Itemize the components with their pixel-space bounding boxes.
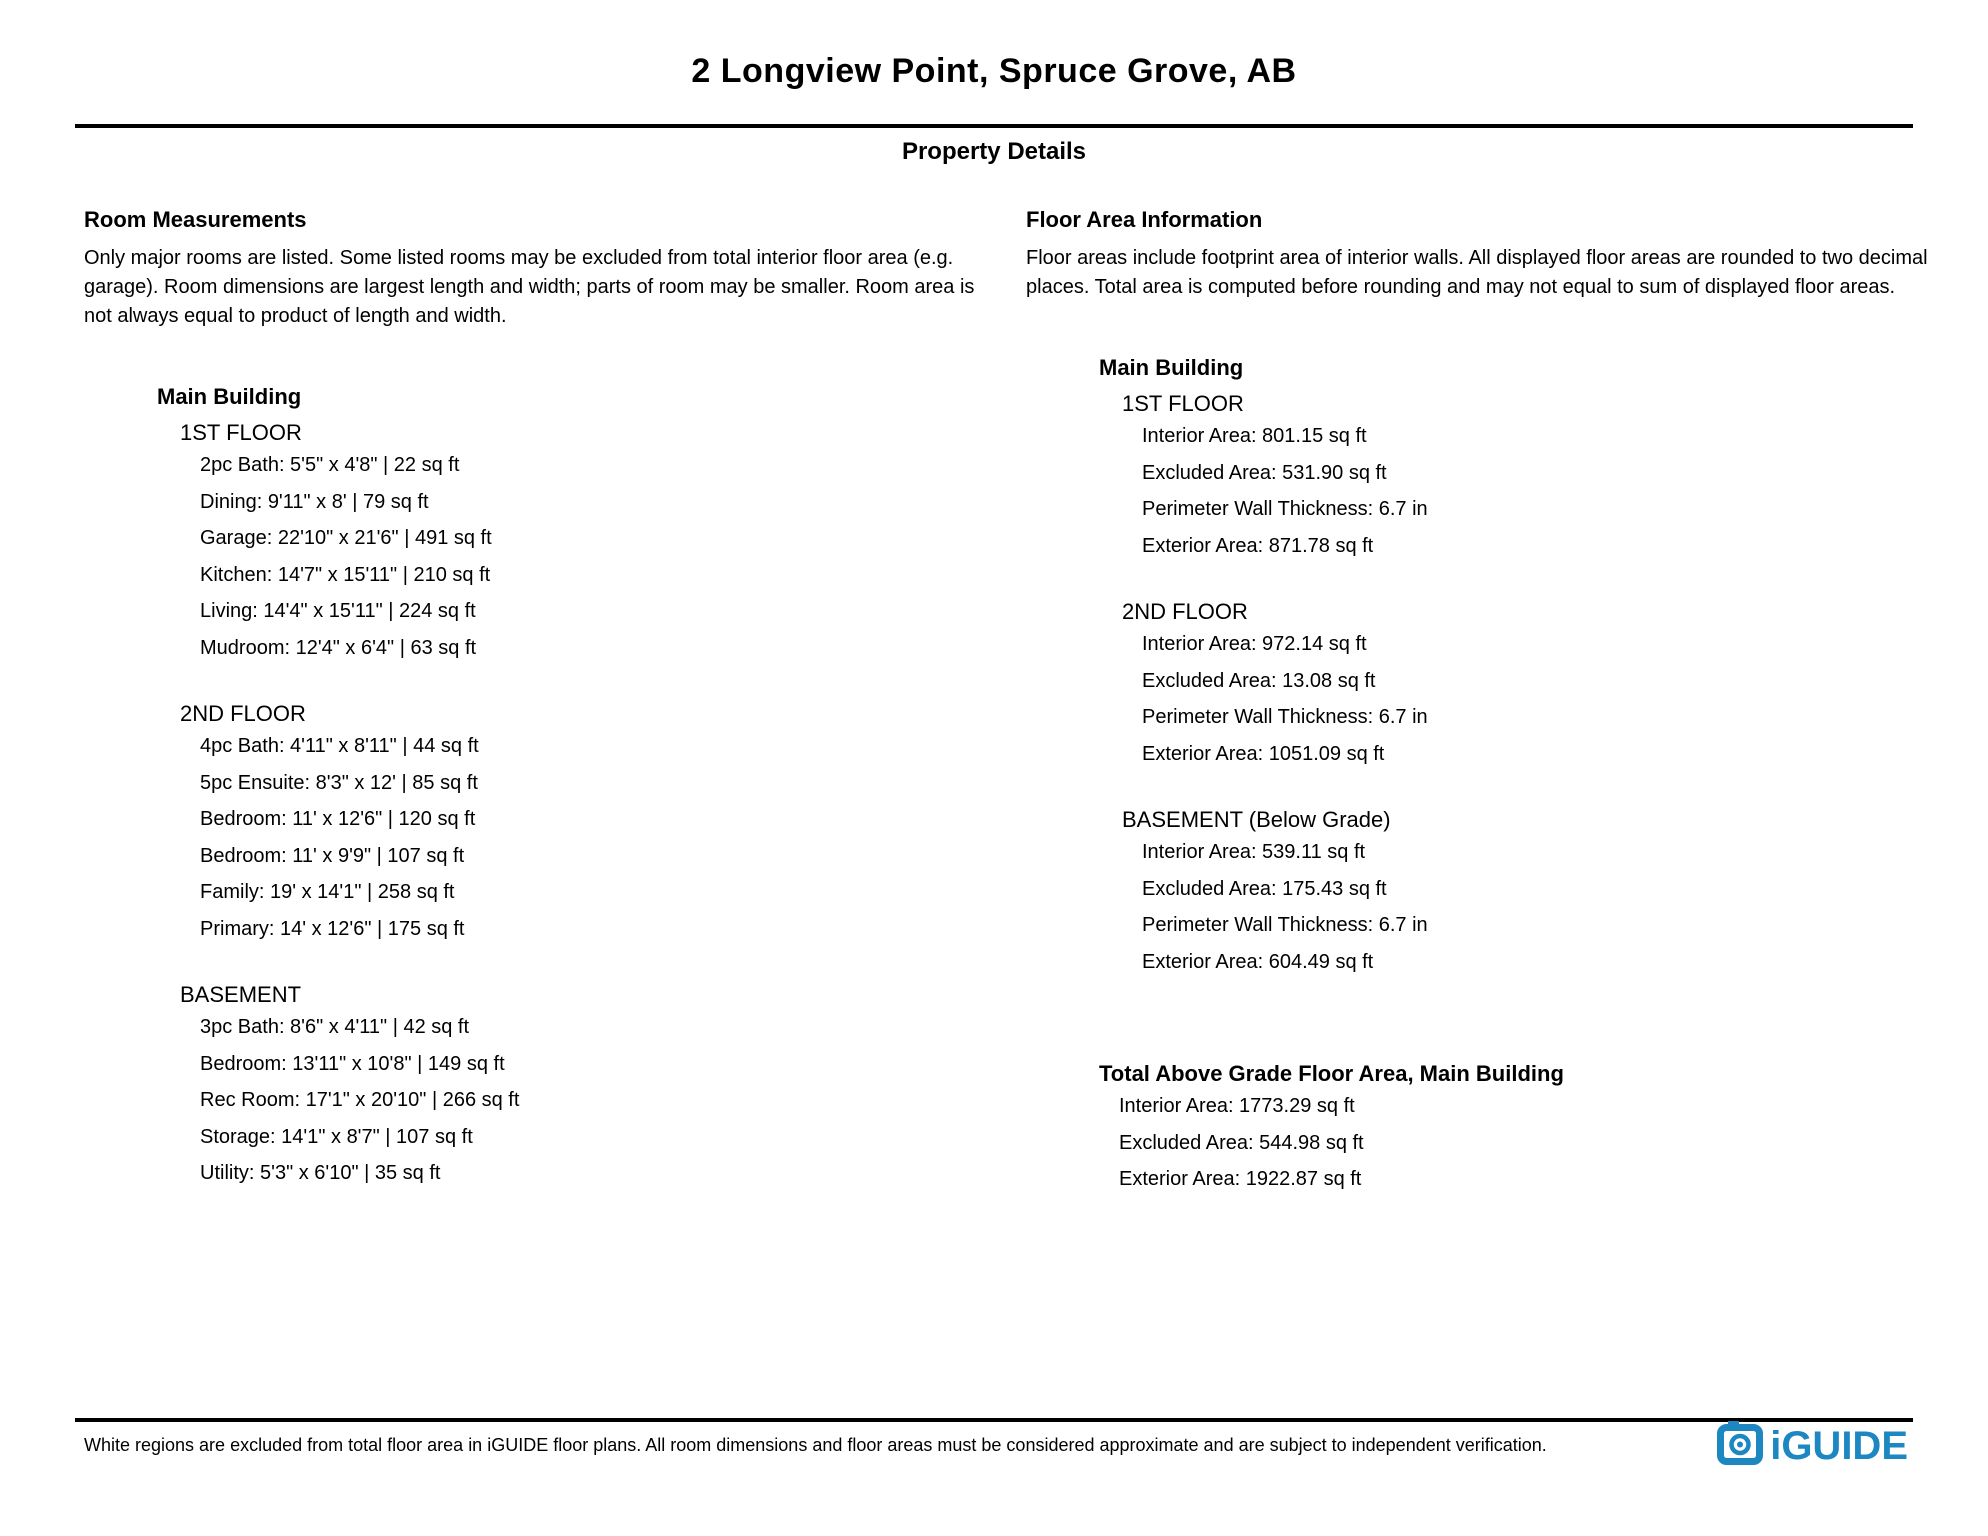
room-entry: Rec Room: 17'1" x 20'10" | 266 sq ft	[200, 1089, 520, 1111]
room-entry: Primary: 14' x 12'6" | 175 sq ft	[200, 917, 465, 940]
area-stat: Perimeter Wall Thickness: 6.7 in	[1142, 498, 1428, 520]
area-stat: Interior Area: 801.15 sq ft	[1142, 425, 1367, 447]
floor-area-building	[1099, 354, 1941, 980]
area-stat: Excluded Area: 544.98 sq ft	[1119, 1131, 1364, 1154]
area-stat: Interior Area: 539.11 sq ft	[1142, 841, 1366, 863]
area-group-2nd-floor	[1122, 598, 1941, 772]
room-entry: 3pc Bath: 8'6" x 4'11" | 42 sq ft	[200, 1016, 470, 1038]
page-title: 2 Longview Point, Spruce Grove, AB	[691, 52, 1297, 90]
room-entry: Bedroom: 11' x 9'9" | 107 sq ft	[200, 844, 465, 867]
iguide-camera-icon	[1717, 1421, 1763, 1470]
room-list	[200, 447, 999, 666]
floor-name: 2ND FLOOR	[180, 701, 306, 726]
room-entry: Kitchen: 14'7" x 15'11" | 210 sq ft	[200, 563, 491, 586]
floor-area-information-section	[1026, 206, 1941, 1198]
area-stat: Exterior Area: 1922.87 sq ft	[1119, 1168, 1362, 1190]
room-measurements-building	[157, 383, 999, 1192]
room-entry: Garage: 22'10" x 21'6" | 491 sq ft	[200, 527, 492, 549]
floor-group-1st-floor	[180, 419, 999, 666]
area-stat: Excluded Area: 175.43 sq ft	[1142, 877, 1387, 900]
floor-name: 2ND FLOOR	[1122, 599, 1248, 624]
total-stats-list	[1119, 1088, 1941, 1198]
room-entry: Mudroom: 12'4" x 6'4" | 63 sq ft	[200, 636, 477, 659]
area-stat: Interior Area: 972.14 sq ft	[1142, 633, 1367, 655]
room-measurements-section	[84, 206, 999, 1192]
area-stat: Exterior Area: 1051.09 sq ft	[1142, 742, 1385, 765]
area-stat: Excluded Area: 13.08 sq ft	[1142, 669, 1376, 692]
page-subtitle: Property Details	[901, 138, 1087, 165]
total-above-grade-block	[1099, 1060, 1941, 1198]
area-stats-list	[1142, 626, 1941, 772]
area-group-1st-floor	[1122, 390, 1941, 564]
floor-group-2nd-floor	[180, 700, 999, 947]
room-entry: Utility: 5'3" x 6'10" | 35 sq ft	[200, 1162, 441, 1184]
floor-area-information-heading: Floor Area Information	[1026, 207, 1263, 232]
floor-name: BASEMENT	[180, 982, 302, 1007]
room-entry: 4pc Bath: 4'11" x 8'11" | 44 sq ft	[200, 735, 479, 757]
floor-name: BASEMENT (Below Grade)	[1122, 807, 1391, 832]
title-divider	[75, 124, 1913, 128]
area-stat: Excluded Area: 531.90 sq ft	[1142, 461, 1387, 484]
floor-group-basement	[180, 981, 999, 1192]
room-entry: Bedroom: 11' x 12'6" | 120 sq ft	[200, 808, 476, 830]
building-name: Main Building	[157, 384, 302, 409]
floor-area-information-description: Floor areas include footprint area of interior walls. All displayed floor areas are rounded to two decimal places. Total area is computed before rounding and may not equal to sum of displayed floor areas.	[1026, 247, 1928, 298]
iguide-logo	[1717, 1421, 1908, 1470]
area-stats-list	[1142, 834, 1941, 980]
area-group-basement	[1122, 806, 1941, 980]
area-stat: Exterior Area: 871.78 sq ft	[1142, 534, 1374, 557]
area-stat: Interior Area: 1773.29 sq ft	[1119, 1095, 1355, 1117]
area-stats-list	[1142, 418, 1941, 564]
room-measurements-heading: Room Measurements	[84, 207, 307, 232]
floor-name: 1ST FLOOR	[1122, 391, 1244, 416]
iguide-logo-text: iGUIDE	[1770, 1423, 1908, 1468]
room-entry: Dining: 9'11" x 8' | 79 sq ft	[200, 490, 429, 513]
room-list	[200, 1009, 999, 1192]
area-stat: Perimeter Wall Thickness: 6.7 in	[1142, 914, 1428, 936]
room-entry: Storage: 14'1" x 8'7" | 107 sq ft	[200, 1125, 473, 1148]
room-entry: Living: 14'4" x 15'11" | 224 sq ft	[200, 600, 476, 622]
area-stat: Exterior Area: 604.49 sq ft	[1142, 950, 1374, 973]
room-entry: 5pc Ensuite: 8'3" x 12' | 85 sq ft	[200, 771, 478, 794]
room-measurements-description: Only major rooms are listed. Some listed rooms may be excluded from total interior floor area (e.g. garage). Room dimensions are largest length and width; parts of room may be smaller. Room area is not always equal to product of length and width.	[84, 247, 975, 327]
room-list	[200, 728, 999, 947]
room-entry: Family: 19' x 14'1" | 258 sq ft	[200, 881, 455, 903]
floor-name: 1ST FLOOR	[180, 420, 302, 445]
area-stat: Perimeter Wall Thickness: 6.7 in	[1142, 706, 1428, 728]
footer-divider	[75, 1418, 1913, 1422]
room-entry: Bedroom: 13'11" x 10'8" | 149 sq ft	[200, 1052, 505, 1075]
footer-disclaimer: White regions are excluded from total floor area in iGUIDE floor plans. All room dimensions and floor areas must be considered approximate and are subject to independent verification.	[84, 1435, 1547, 1455]
building-name: Main Building	[1099, 355, 1244, 380]
total-above-grade-heading: Total Above Grade Floor Area, Main Building	[1099, 1061, 1564, 1086]
room-entry: 2pc Bath: 5'5" x 4'8" | 22 sq ft	[200, 454, 460, 476]
